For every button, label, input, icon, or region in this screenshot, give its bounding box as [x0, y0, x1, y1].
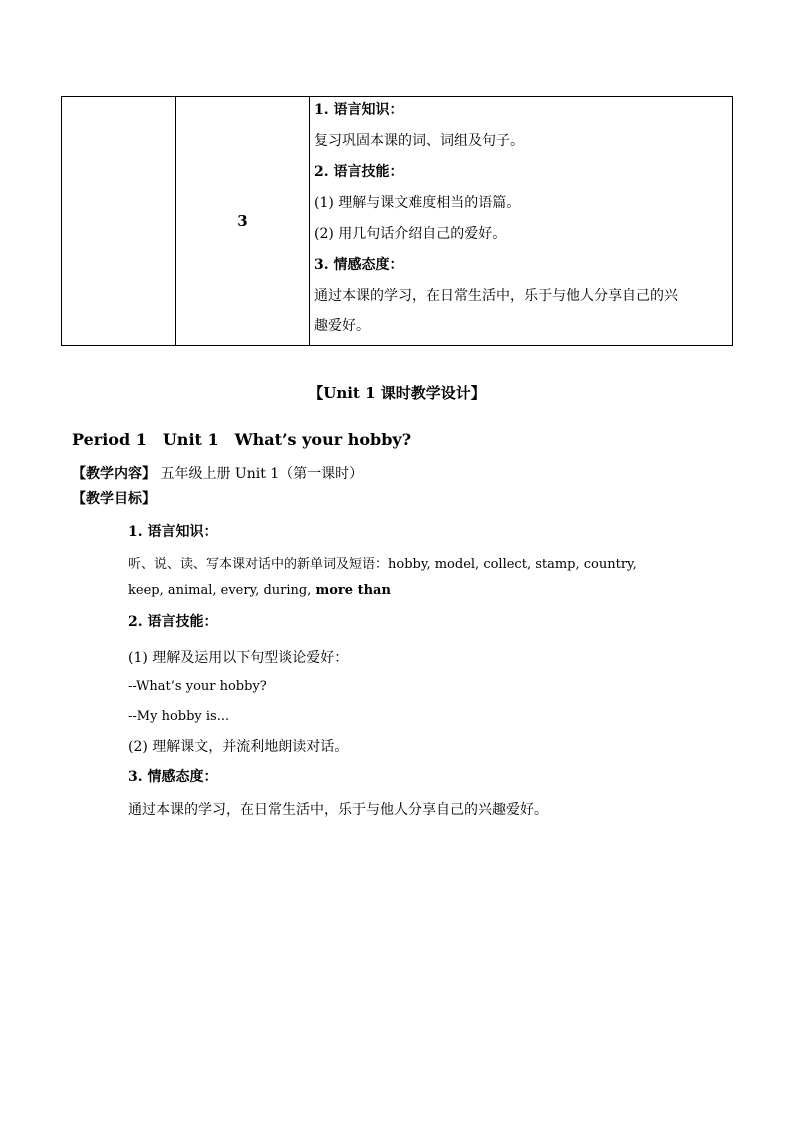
cell-attitude-text-1: 通过本课的学习，在日常生活中，乐于与他人分享自己的兴 — [314, 288, 678, 304]
knowledge-heading: 1. 语言知识： — [128, 524, 218, 540]
teaching-content-value: 五年级上册 Unit 1（第一课时） — [160, 466, 364, 482]
skill-1: (1) 理解及运用以下句型谈论爱好： — [128, 650, 349, 666]
teaching-content-label: 【教学内容】 — [72, 466, 156, 482]
knowledge-phrase: more than — [315, 583, 391, 598]
cell-skill-1: (1) 理解与课文难度相当的语篇。 — [314, 195, 521, 211]
section-title: 【Unit 1 课时教学设计】 — [308, 384, 486, 402]
period-number-cell — [176, 97, 310, 346]
knowledge-line-2 — [128, 583, 391, 598]
cell-knowledge-heading: 1. 语言知识： — [314, 102, 404, 118]
teaching-content-row — [72, 463, 363, 483]
dialog-line-2: --My hobby is... — [128, 709, 230, 724]
period-heading: Period 1 Unit 1 What’s your hobby? — [72, 430, 412, 449]
attitude-heading: 3. 情感态度： — [128, 769, 218, 785]
cell-skills-heading: 2. 语言技能： — [314, 164, 404, 180]
empty-cell — [62, 97, 176, 346]
skill-2: (2) 理解课文，并流利地朗读对话。 — [128, 739, 349, 755]
knowledge-line-1: 听、说、读、写本课对话中的新单词及短语：hobby, model, collect, stamp, country, — [128, 557, 637, 572]
cell-knowledge-text: 复习巩固本课的词、词组及句子。 — [314, 133, 524, 149]
teaching-goals-label: 【教学目标】 — [72, 491, 156, 507]
period-number: 3 — [237, 212, 248, 230]
dialog-line-1: --What’s your hobby? — [128, 679, 267, 694]
cell-attitude-text-2: 趣爱好。 — [314, 318, 370, 334]
skills-heading: 2. 语言技能： — [128, 614, 218, 630]
cell-attitude-heading: 3. 情感态度： — [314, 257, 404, 273]
knowledge-words: keep, animal, every, during, — [128, 583, 312, 598]
cell-skill-2: (2) 用几句话介绍自己的爱好。 — [314, 226, 507, 242]
attitude-text: 通过本课的学习，在日常生活中，乐于与他人分享自己的兴趣爱好。 — [128, 802, 548, 818]
